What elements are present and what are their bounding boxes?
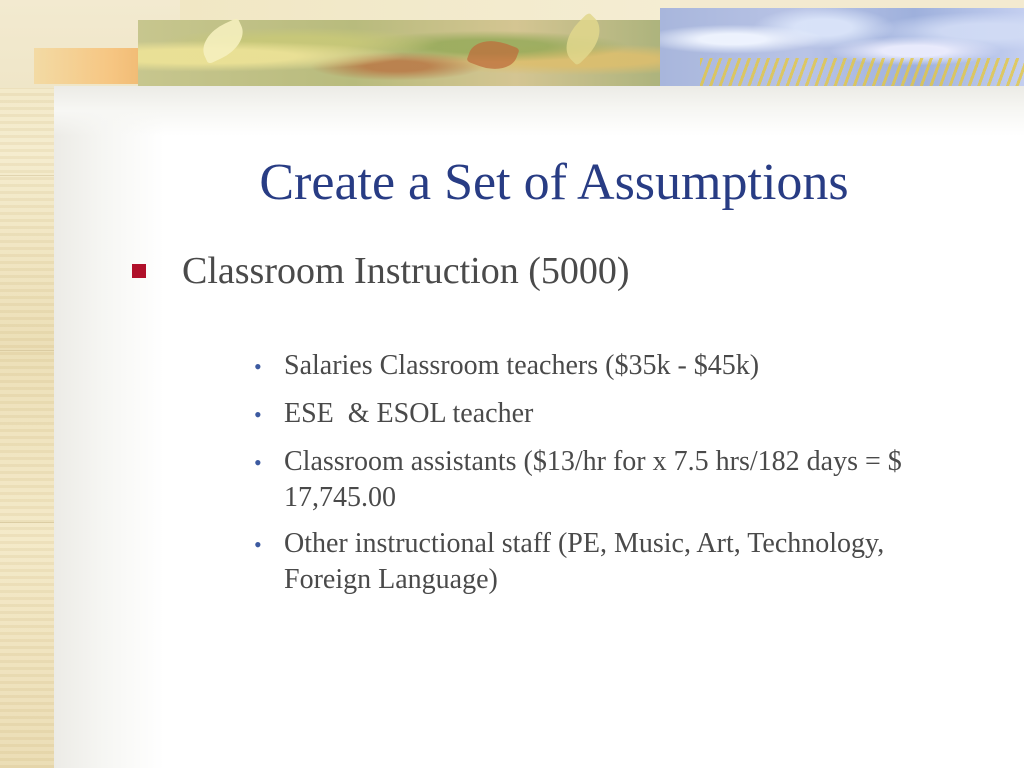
round-bullet-icon: • xyxy=(254,402,262,427)
round-bullet-icon: • xyxy=(254,532,262,557)
banner-top-strip xyxy=(180,0,680,20)
list-item-text: Other instructional staff (PE, Music, Art, Technology, Foreign Language) xyxy=(284,528,885,595)
square-bullet-icon xyxy=(132,264,146,278)
list-item xyxy=(254,348,954,386)
banner-shadow xyxy=(54,86,1024,136)
round-bullet-icon: • xyxy=(254,354,262,379)
list-item xyxy=(254,526,954,598)
grass-decoration xyxy=(700,58,1024,86)
parchment-side-strip xyxy=(0,0,54,768)
list-item-text: Salaries Classroom teachers ($35k - $45k) xyxy=(284,350,760,381)
main-bullet-text: Classroom Instruction (5000) xyxy=(182,250,630,292)
round-bullet-icon: • xyxy=(254,450,262,475)
main-bullet-item xyxy=(132,244,630,298)
sub-bullet-list xyxy=(254,348,954,608)
banner-gold-panel xyxy=(34,48,144,84)
list-item xyxy=(254,396,954,434)
slide-title: Create a Set of Assumptions xyxy=(259,154,849,211)
list-item-text: ESE & ESOL teacher xyxy=(284,398,534,429)
decorative-banner xyxy=(0,0,1024,88)
list-item xyxy=(254,444,954,516)
list-item-text: Classroom assistants ($13/hr for x 7.5 hrs/182 days = $ 17,745.00 xyxy=(284,446,902,513)
